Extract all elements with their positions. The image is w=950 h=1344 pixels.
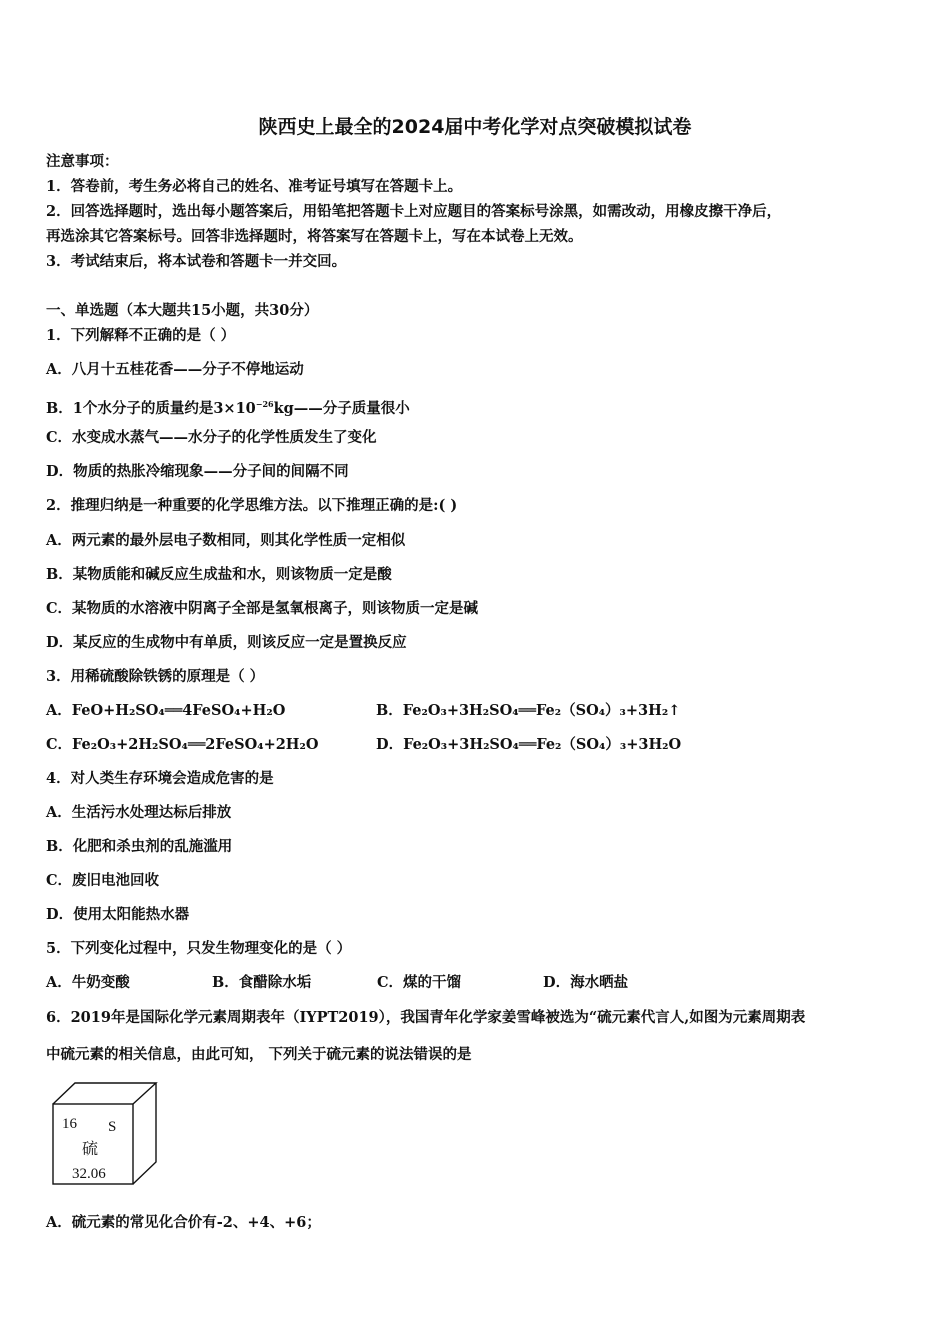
notice-item: 2．回答选择题时，选出每小题答案后，用铅笔把答题卡上对应题目的答案标号涂黑，如需改动，用橡皮擦干净后，	[46, 203, 782, 220]
option-c: C．水变成水蒸气——水分子的化学性质发生了变化	[46, 429, 377, 446]
option-a: A．八月十五桂花香——分子不停地运动	[46, 361, 304, 378]
option-c: C．Fe₂O₃+2H₂SO₄══2FeSO₄+2H₂O	[46, 736, 319, 753]
question-stem: 3．用稀硫酸除铁锈的原理是（ ）	[46, 668, 265, 685]
option-a: A．生活污水处理达标后排放	[46, 804, 232, 821]
notice-item: 1．答卷前，考生务必将自己的姓名、准考证号填写在答题卡上。	[46, 178, 463, 195]
option-b: B．化肥和杀虫剂的乱施滥用	[46, 838, 233, 855]
option-b	[46, 394, 410, 419]
option-c: C．煤的干馏	[377, 974, 462, 991]
question-stem-continued: 中硫元素的相关信息，由此可知， 下列关于硫元素的说法错误的是	[46, 1046, 472, 1063]
option-c: C．废旧电池回收	[46, 872, 160, 889]
option-d: D．使用太阳能热水器	[46, 906, 190, 923]
option-a: A．FeO+H₂SO₄══4FeSO₄+H₂O	[46, 702, 286, 719]
option-b-text: B．1个水分子的质量约是3×10	[46, 400, 256, 417]
exponent: −26	[255, 399, 274, 409]
option-b-text-end: kg——分子质量很小	[273, 400, 410, 417]
option-a: A．牛奶变酸	[46, 974, 130, 991]
question-stem: 5．下列变化过程中，只发生物理变化的是（ ）	[46, 940, 352, 957]
option-a: A．两元素的最外层电子数相同，则其化学性质一定相似	[46, 532, 406, 549]
atomic-mass: 32.06	[72, 1166, 106, 1182]
page-title: 陕西史上最全的2024届中考化学对点突破模拟试卷	[258, 116, 692, 138]
question-stem: 4．对人类生存环境会造成危害的是	[46, 770, 274, 787]
option-b: B．Fe₂O₃+3H₂SO₄══Fe₂（SO₄）₃+3H₂↑	[376, 702, 681, 719]
atomic-number: 16	[62, 1116, 77, 1132]
option-d: D．某反应的生成物中有单质，则该反应一定是置换反应	[46, 634, 407, 651]
cell-top-face	[53, 1083, 156, 1104]
question-stem: 2．推理归纳是一种重要的化学思维方法。以下推理正确的是:( )	[46, 497, 458, 514]
element-name: 硫	[82, 1139, 99, 1158]
question-stem: 6．2019年是国际化学元素周期表年（IYPT2019），我国青年化学家姜雪峰被选为“硫元素代言人,如图为元素周期表	[46, 1009, 806, 1026]
notice-heading: 注意事项：	[46, 153, 119, 170]
cell-side-face	[133, 1083, 156, 1184]
option-d: D．海水晒盐	[543, 974, 629, 991]
element-symbol: S	[108, 1119, 117, 1135]
section-heading: 一、单选题（本大题共15小题，共30分）	[46, 302, 319, 319]
option-d: D．物质的热胀冷缩现象——分子间的间隔不同	[46, 463, 349, 480]
question-stem: 1．下列解释不正确的是（ ）	[46, 327, 236, 344]
notice-item: 再选涂其它答案标号。回答非选择题时，将答案写在答题卡上，写在本试卷上无效。	[46, 228, 583, 245]
option-c: C．某物质的水溶液中阴离子全部是氢氧根离子，则该物质一定是碱	[46, 600, 479, 617]
notice-item: 3．考试结束后，将本试卷和答题卡一并交回。	[46, 253, 347, 270]
option-d: D．Fe₂O₃+3H₂SO₄══Fe₂（SO₄）₃+3H₂O	[376, 736, 682, 753]
element-cell-figure	[52, 1082, 158, 1186]
option-a: A．硫元素的常见化合价有-2、+4、+6；	[46, 1214, 321, 1231]
option-b: B．某物质能和碱反应生成盐和水，则该物质一定是酸	[46, 566, 392, 583]
option-b: B．食醋除水垢	[212, 974, 312, 991]
